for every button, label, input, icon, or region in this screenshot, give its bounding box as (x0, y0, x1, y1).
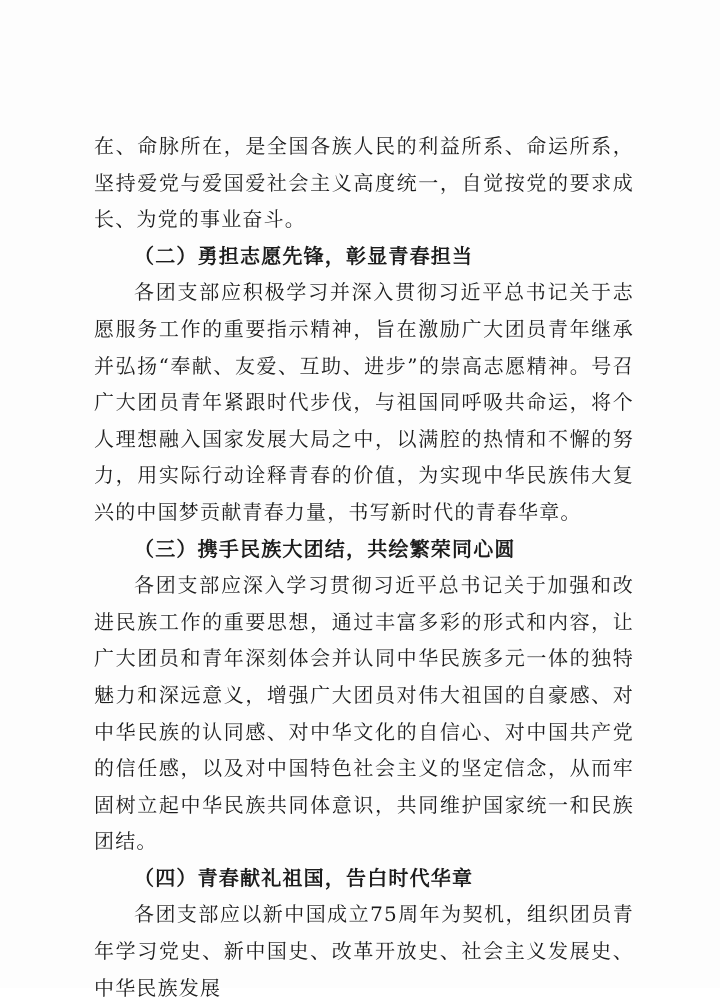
section-heading-tribute: （四）青春献礼祖国，告白时代华章 (134, 865, 474, 890)
paragraph-tribute: 各团支部应以新中国成立75周年为契机，组织团员青年学习党史、新中国史、改革开放史、社会主义发展史、中华民族发展 (94, 902, 634, 1000)
paragraph-volunteer: 各团支部应积极学习并深入贯彻习近平总书记关于志愿服务工作的重要指示精神，旨在激励广大团员青年继承并弘扬“奉献、友爱、互助、进步”的崇高志愿精神。号召广大团员青年紧跟时代步伐，与祖国同呼吸共命运，将个人理想融入国家发展大局之中，以满腔的热情和不懈的努力，用实际行动诠释青春的价值，为实现中华民族伟大复兴的中国梦贡献青春力量，书写新时代的青春华章。 (94, 280, 634, 524)
section-heading-volunteer: （二）勇担志愿先锋，彰显青春担当 (134, 243, 474, 268)
document-body (94, 128, 634, 1006)
section-heading-unity: （三）携手民族大团结，共绘繁荣同心圆 (134, 536, 516, 561)
paragraph-continuation: 在、命脉所在，是全国各族人民的利益所系、命运所系，坚持爱党与爱国爱社会主义高度统一，自觉按党的要求成长、为党的事业奋斗。 (94, 134, 634, 232)
paragraph-unity: 各团支部应深入学习贯彻习近平总书记关于加强和改进民族工作的重要思想，通过丰富多彩的形式和内容，让广大团员和青年深刻体会并认同中华民族多元一体的独特魅力和深远意义，增强广大团员对伟大祖国的自豪感、对中华民族的认同感、对中华文化的自信心、对中国共产党的信任感，以及对中国特色社会主义的坚定信念，从而牢固树立起中华民族共同体意识，共同维护国家统一和民族团结。 (94, 573, 634, 854)
